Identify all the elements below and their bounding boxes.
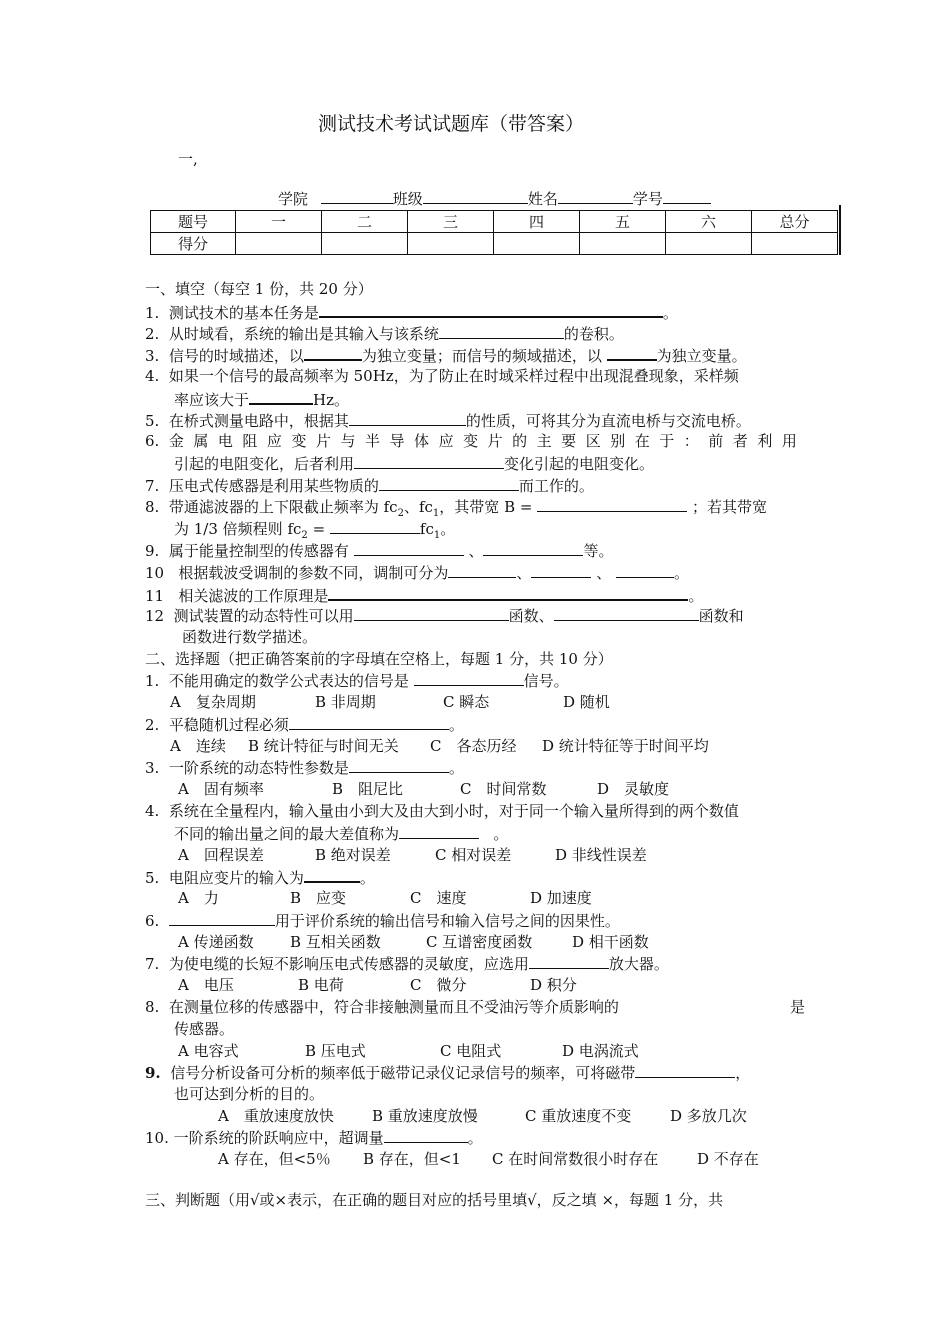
score-cell	[322, 233, 408, 255]
s2-q9-line2: 也可达到分析的目的。	[174, 1085, 325, 1103]
q-number: 9.	[145, 542, 160, 560]
answer-blank	[414, 671, 524, 686]
q-text: 如果一个信号的最高频率为 50Hz，为了防止在时域采样过程中出现混叠现象，采样频	[168, 367, 739, 385]
s2-q4-opt-a: A 回程误差	[178, 846, 264, 864]
info-line	[278, 189, 711, 208]
q-text: 。	[359, 869, 375, 887]
s1-q6	[145, 432, 797, 450]
q-text: 用于评价系统的输出信号和输入信号之间的因果性。	[274, 912, 620, 930]
q-number: 5.	[145, 869, 160, 887]
answer-blank	[330, 519, 420, 534]
answer-blank	[328, 585, 688, 601]
q-text: fc	[419, 520, 434, 538]
q-text: 相关滤波的工作原理是	[178, 587, 329, 605]
s2-q2	[145, 715, 464, 734]
score-cell	[494, 233, 580, 255]
s2-q8	[145, 998, 619, 1016]
s1-q7	[145, 476, 594, 495]
q-text: Hz。	[313, 391, 349, 409]
table-header-cell: 二	[322, 211, 408, 233]
q-number: 7.	[145, 477, 160, 495]
s2-q2-opt-d: D 统计特征等于时间平均	[542, 737, 709, 755]
s2-q10-opt-b: B 存在，但<1	[363, 1150, 461, 1168]
s1-q1	[145, 302, 678, 322]
s1-q6-line2	[174, 454, 654, 473]
q-text: 属于能量控制型的传感器有	[168, 542, 349, 560]
s2-q6-opt-b: B 互相关函数	[290, 933, 381, 951]
q-number: 6.	[145, 432, 160, 450]
q-number: 8.	[145, 498, 160, 516]
s2-q8-line2: 传感器。	[174, 1020, 235, 1038]
subscript: 1	[433, 530, 441, 541]
class-blank	[423, 189, 528, 204]
s2-q8-end: 是	[790, 998, 806, 1016]
s2-q4-line2	[174, 824, 508, 843]
q-text: 一阶系统的阶跃响应中，超调量	[173, 1129, 384, 1147]
q-text: 、	[516, 564, 532, 582]
s2-q5-opt-b: B 应变	[290, 889, 347, 907]
s1-q12-line2: 函数进行数学描述。	[182, 628, 318, 646]
s2-q3-opt-d: D 灵敏度	[597, 780, 670, 798]
q-number: 3.	[145, 759, 160, 777]
answer-blank	[379, 476, 519, 491]
table-score-row	[151, 233, 838, 255]
answer-blank	[349, 411, 466, 426]
answer-blank	[354, 541, 464, 556]
q-text: 。	[448, 759, 464, 777]
s2-q8-opt-a: A 电容式	[178, 1042, 239, 1060]
table-header-cell: 总分	[752, 211, 838, 233]
q-text: 引起的电阻变化，后者利用	[174, 455, 355, 473]
q-number: 2.	[145, 325, 160, 343]
q-text: 压电式传感器是利用某些物质的	[168, 477, 379, 495]
q-number: 2.	[145, 716, 160, 734]
q-number: 7.	[145, 955, 160, 973]
college-blank	[321, 189, 393, 204]
s2-q7	[145, 954, 669, 973]
s2-q5-opt-c: C 速度	[410, 889, 467, 907]
answer-blank	[537, 497, 687, 512]
s2-q5-opt-d: D 加速度	[530, 889, 592, 907]
q-text: 电阻应变片的输入为	[168, 869, 304, 887]
s2-q1	[145, 671, 569, 690]
q-text: 带通滤波器的上下限截止频率为 fc	[168, 498, 398, 516]
s2-q10-opt-a: A 存在，但<5％	[218, 1150, 331, 1168]
answer-blank	[354, 454, 504, 469]
s2-q1-opt-d: D 随机	[563, 693, 610, 711]
s2-q7-opt-c: C 微分	[410, 976, 467, 994]
q-text: ；若其带宽	[692, 498, 768, 516]
s1-q3	[145, 345, 747, 365]
s2-q6-opt-d: D 相干函数	[572, 933, 649, 951]
college-label: 学院	[278, 190, 309, 208]
q-text: 平稳随机过程必须	[168, 716, 289, 734]
answer-blank	[169, 911, 275, 926]
q-text: 。	[674, 564, 690, 582]
q-text: 而工作的。	[518, 477, 594, 495]
q-text: 从时域看，系统的输出是其输入与该系统	[168, 325, 439, 343]
s2-q7-opt-d: D 积分	[530, 976, 577, 994]
q-text: 为独立变量；而信号的频域描述，以	[361, 347, 602, 365]
table-header-cell: 六	[666, 211, 752, 233]
answer-blank	[531, 563, 591, 578]
s2-q9-opt-a: A 重放速度放快	[218, 1107, 334, 1125]
table-header-cell: 题号	[151, 211, 236, 233]
sub-mark: 一,	[178, 150, 198, 168]
subscript: 2	[397, 508, 404, 519]
answer-blank	[304, 345, 362, 361]
class-label: 班级	[392, 190, 423, 208]
score-cell	[752, 233, 838, 255]
q-text: 为独立变量。	[656, 347, 747, 365]
q-text: 、fc	[403, 498, 433, 516]
q-text: 在测量位移的传感器中，符合非接触测量而且不受油污等介质影响的	[168, 998, 619, 1016]
score-table	[150, 210, 838, 255]
s2-q10	[145, 1128, 483, 1147]
answer-blank	[607, 345, 657, 361]
name-label: 姓名	[527, 190, 558, 208]
q-text: =	[312, 520, 326, 538]
q-text: 率应该大于	[174, 391, 250, 409]
answer-blank	[554, 606, 699, 621]
answer-blank	[483, 541, 583, 556]
s2-q3-opt-a: A 固有频率	[178, 780, 264, 798]
q-number: 5.	[145, 412, 160, 430]
s2-q9	[145, 1063, 750, 1082]
answer-blank	[635, 1063, 735, 1078]
q-number: 1.	[145, 672, 160, 690]
s2-q4	[145, 802, 739, 820]
q-text: 为 1/3 倍频程则 fc	[174, 520, 302, 538]
answer-blank	[354, 606, 509, 621]
answer-blank	[384, 1128, 468, 1143]
answer-blank	[304, 867, 360, 883]
answer-blank	[319, 302, 663, 318]
s2-q4-opt-c: C 相对误差	[435, 846, 512, 864]
score-label: 得分	[151, 233, 236, 255]
table-header-cell: 五	[580, 211, 666, 233]
s2-q3	[145, 758, 464, 777]
q-text: ，其带宽 B =	[439, 498, 533, 516]
s2-q5	[145, 867, 375, 887]
q-text: 一阶系统的动态特性参数是	[168, 759, 349, 777]
score-cell	[666, 233, 752, 255]
q-text: 的性质，可将其分为直流电桥与交流电桥。	[465, 412, 751, 430]
s1-q5	[145, 411, 751, 430]
q-text: 测试技术的基本任务是	[168, 304, 319, 322]
q-number: 4.	[145, 367, 160, 385]
s1-q11	[145, 585, 703, 605]
q-text: 测试装置的动态特性可以用	[173, 607, 354, 625]
q-text: 、	[596, 564, 612, 582]
s1-q4-line2	[174, 389, 349, 409]
page-title: 测试技术考试试题库（带答案）	[318, 113, 585, 135]
s2-q6-opt-c: C 互谱密度函数	[426, 933, 533, 951]
q-text: 。	[493, 825, 509, 843]
q-text: 变化引起的电阻变化。	[504, 455, 655, 473]
s2-q10-opt-c: C 在时间常数很小时存在	[492, 1150, 659, 1168]
table-header-cell: 四	[494, 211, 580, 233]
s2-q1-opt-a: A 复杂周期	[170, 693, 256, 711]
table-header-cell: 一	[236, 211, 322, 233]
s2-q7-opt-a: A 电压	[178, 976, 234, 994]
s2-q7-opt-b: B 电荷	[298, 976, 344, 994]
answer-blank	[349, 758, 449, 773]
answer-blank	[439, 324, 564, 339]
q-number: 8.	[145, 998, 160, 1016]
answer-blank	[249, 389, 313, 405]
table-header-row	[151, 211, 838, 233]
name-blank	[558, 189, 633, 204]
table-edge-line	[839, 205, 841, 255]
answer-blank	[529, 954, 609, 969]
subscript: 2	[301, 530, 308, 541]
q-number: 3.	[145, 347, 160, 365]
q-text: 放大器。	[608, 955, 669, 973]
section2-heading: 二、选择题（把正确答案前的字母填在空格上，每题 1 分，共 10 分）	[145, 650, 613, 668]
answer-blank	[448, 563, 516, 578]
q-number: 12	[145, 607, 165, 625]
section1-heading: 一、填空（每空 1 份，共 20 分）	[145, 280, 373, 298]
answer-blank	[616, 563, 674, 578]
table-header-cell: 三	[408, 211, 494, 233]
s1-q9	[145, 541, 613, 560]
s2-q2-opt-c: C 各态历经	[430, 737, 517, 755]
q-text: 在桥式测量电路中，根据其	[168, 412, 349, 430]
s1-q10	[145, 563, 689, 582]
s2-q1-opt-b: B 非周期	[315, 693, 376, 711]
q-number: 10.	[145, 1129, 169, 1147]
s2-q6	[145, 911, 620, 930]
q-text: 函数、	[508, 607, 554, 625]
s2-q2-opt-b: B 统计特征与时间无关	[248, 737, 399, 755]
q-text: 的卷积。	[563, 325, 624, 343]
q-text: 系统在全量程内，输入量由小到大及由大到小时，对于同一个输入量所得到的两个数值	[168, 802, 739, 820]
q-text: 不同的输出量之间的最大差值称为	[174, 825, 400, 843]
q-number: 4.	[145, 802, 160, 820]
s2-q10-opt-d: D 不存在	[697, 1150, 759, 1168]
answer-blank	[289, 715, 449, 730]
s2-q9-opt-b: B 重放速度放慢	[372, 1107, 478, 1125]
s2-q6-opt-a: A 传递函数	[178, 933, 254, 951]
s1-q12	[145, 606, 744, 625]
s1-q2	[145, 324, 624, 343]
s2-q8-opt-d: D 电涡流式	[562, 1042, 639, 1060]
score-cell	[408, 233, 494, 255]
q-text: 信号分析设备可分析的频率低于磁带记录仪记录信号的频率，可将磁带	[170, 1064, 636, 1082]
q-number: 11	[145, 587, 165, 605]
q-text: 。	[440, 520, 456, 538]
q-number: 9.	[145, 1064, 161, 1082]
id-label: 学号	[632, 190, 663, 208]
q-text: 为使电缆的长短不影响压电式传感器的灵敏度，应选用	[168, 955, 529, 973]
s2-q9-opt-c: C 重放速度不变	[525, 1107, 632, 1125]
score-cell	[580, 233, 666, 255]
q-text: 信号。	[523, 672, 569, 690]
q-number: 10	[145, 564, 165, 582]
section3-heading: 三、判断题（用√或×表示，在正确的题目对应的括号里填√，反之填 ×，每题 1 分，共	[145, 1191, 724, 1209]
q-text: 。	[662, 304, 678, 322]
s2-q1-opt-c: C 瞬态	[443, 693, 490, 711]
s2-q3-opt-b: B 阻尼比	[332, 780, 404, 798]
s2-q5-opt-a: A 力	[178, 889, 219, 907]
q-text: 金属电阻应变片与半导体应变片的主要区别在于：前者利用	[168, 432, 797, 450]
id-blank	[663, 189, 711, 204]
s2-q8-opt-b: B 压电式	[305, 1042, 366, 1060]
s2-q2-opt-a: A 连续	[170, 737, 226, 755]
subscript: 1	[432, 508, 440, 519]
score-cell	[236, 233, 322, 255]
q-text: 。	[448, 716, 464, 734]
q-text: 。	[688, 587, 704, 605]
q-text: 。	[467, 1129, 483, 1147]
answer-blank	[399, 824, 479, 839]
s2-q3-opt-c: C 时间常数	[460, 780, 547, 798]
q-text: ，	[735, 1064, 751, 1082]
q-text: 信号的时域描述，以	[168, 347, 304, 365]
s2-q4-opt-b: B 绝对误差	[315, 846, 391, 864]
q-text: 不能用确定的数学公式表达的信号是	[168, 672, 409, 690]
s2-q4-opt-d: D 非线性误差	[555, 846, 647, 864]
s1-q4	[145, 367, 739, 385]
q-text: 、	[468, 542, 484, 560]
s2-q9-opt-d: D 多放几次	[670, 1107, 747, 1125]
q-number: 6.	[145, 912, 160, 930]
q-number: 1.	[145, 304, 160, 322]
s2-q8-opt-c: C 电阻式	[440, 1042, 502, 1060]
q-text: 等。	[583, 542, 614, 560]
q-text: 函数和	[698, 607, 744, 625]
q-text: 根据载波受调制的参数不同，调制可分为	[178, 564, 449, 582]
